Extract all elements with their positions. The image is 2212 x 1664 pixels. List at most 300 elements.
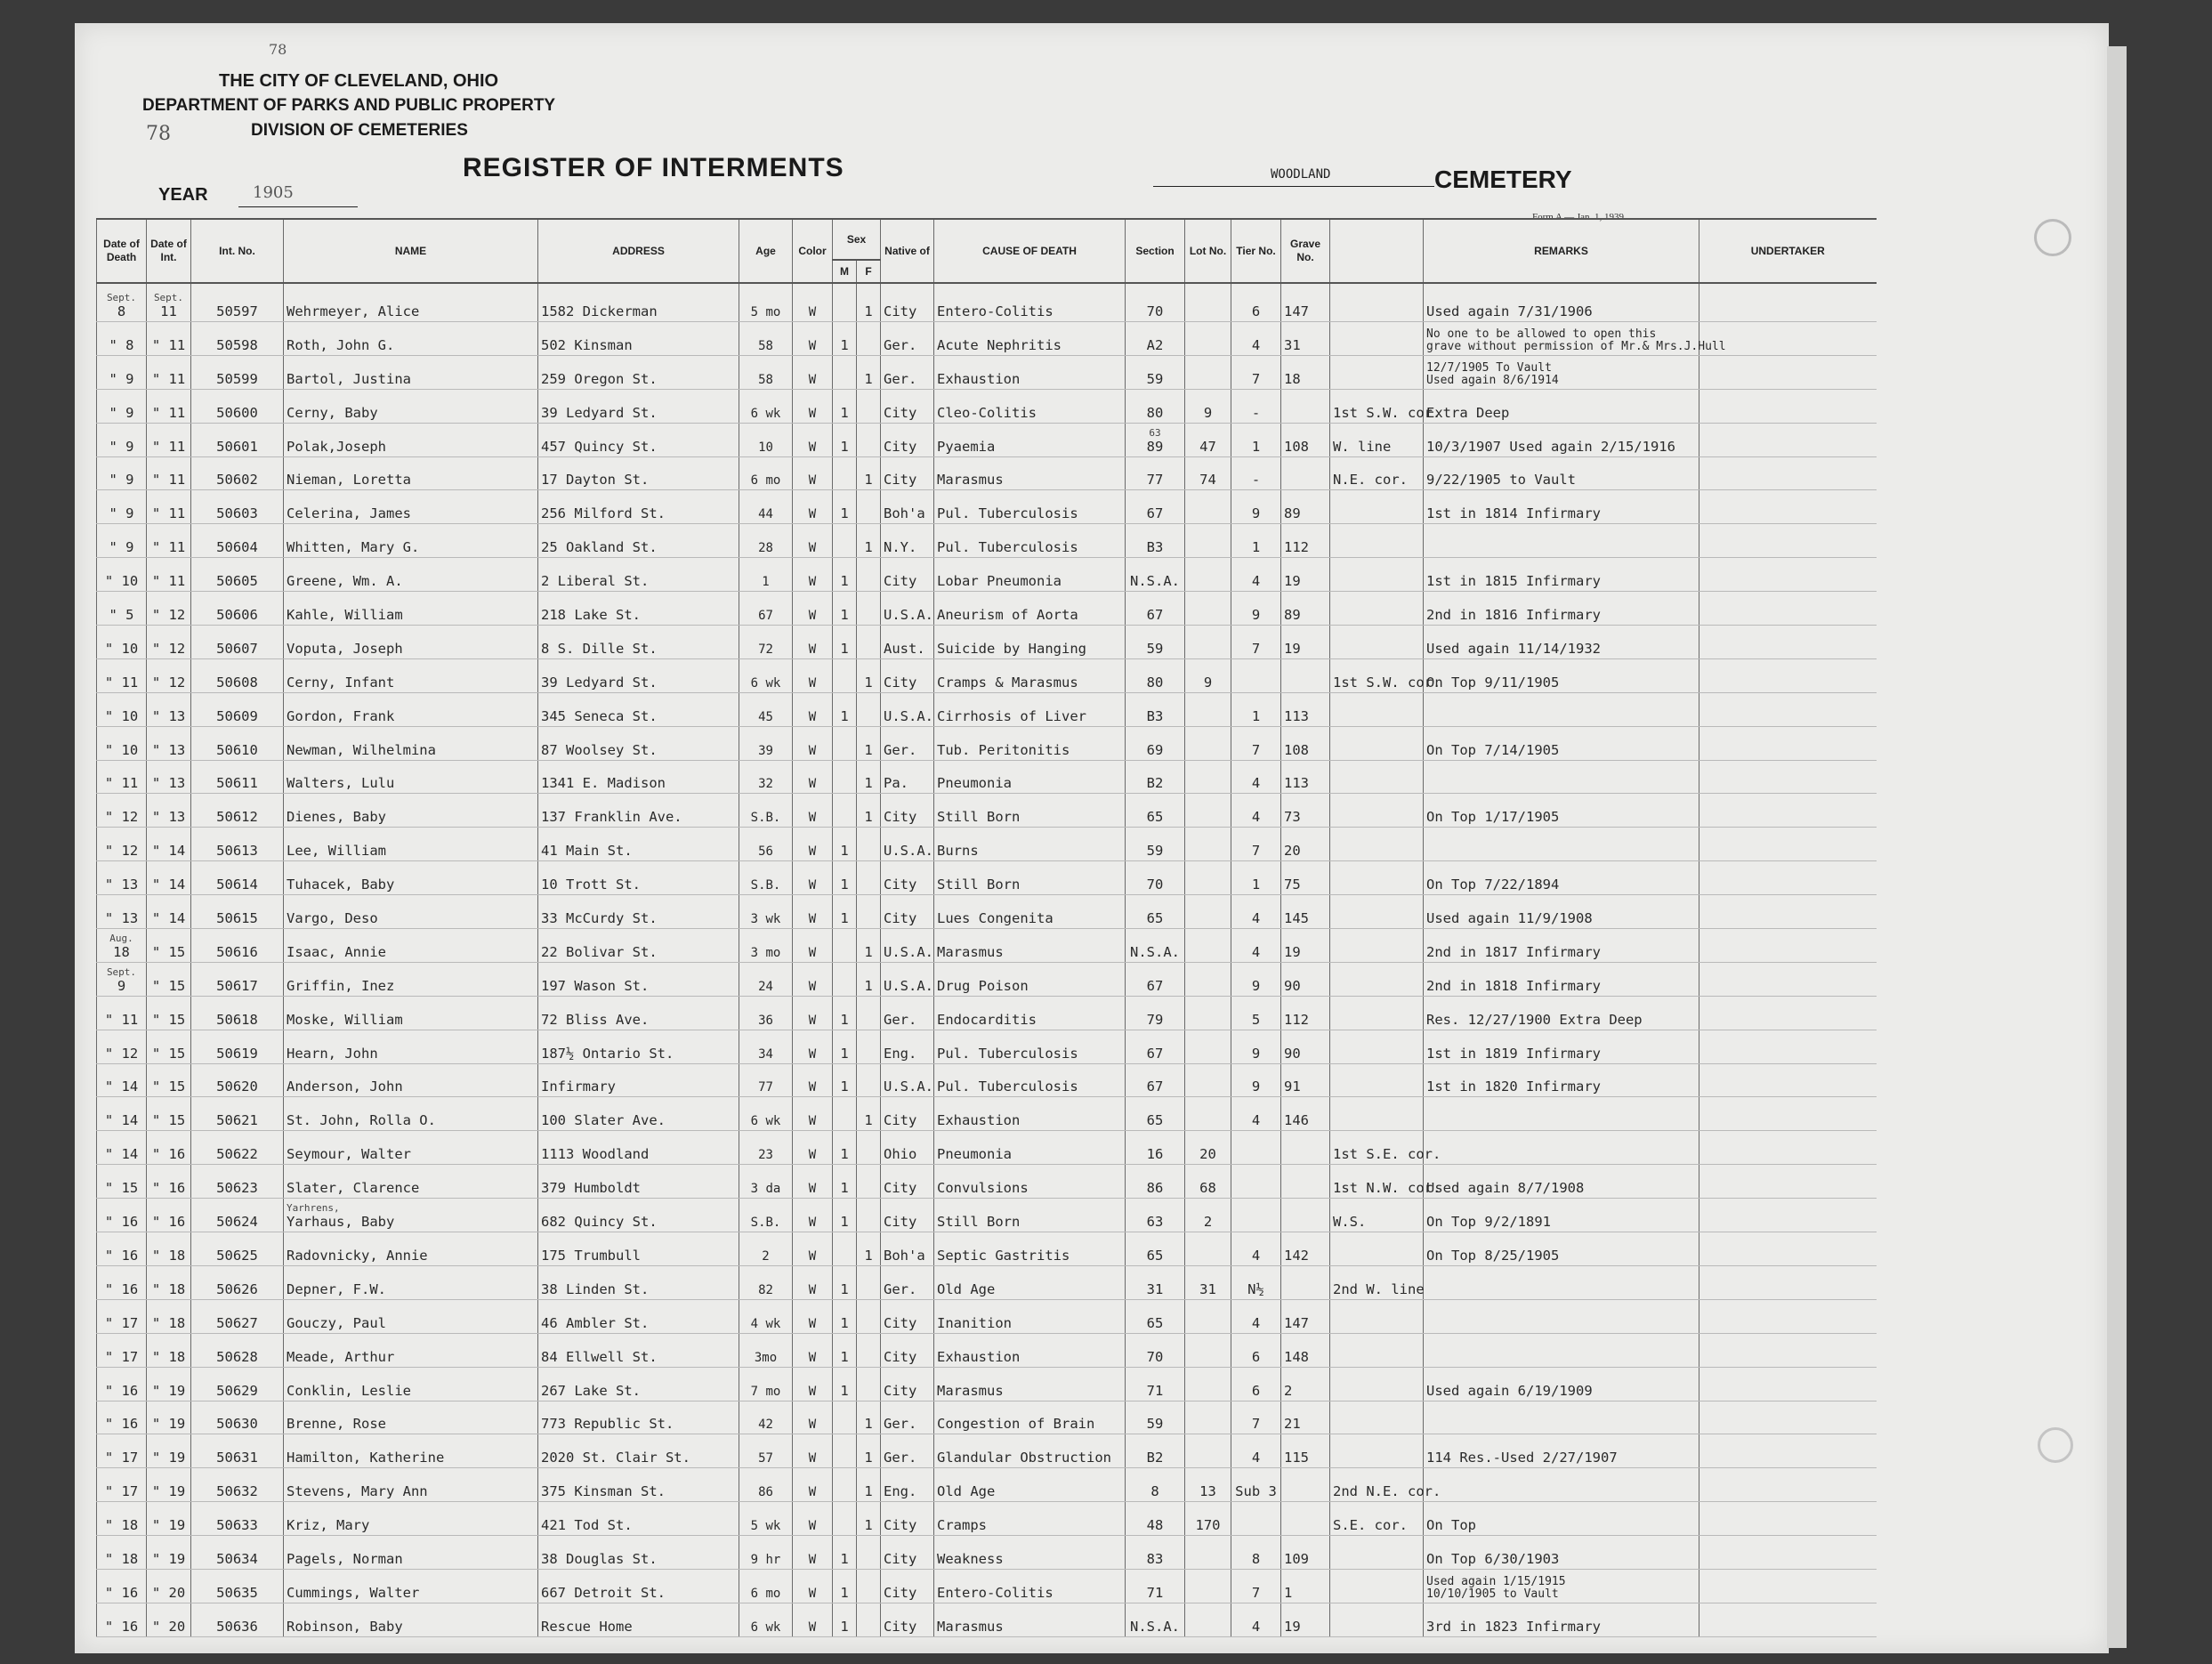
undertaker-cell	[1699, 1199, 1877, 1232]
location-cell	[1330, 1603, 1424, 1636]
col-undertaker: UNDERTAKER	[1699, 219, 1877, 283]
age-cell	[739, 1401, 793, 1434]
grave-cell	[1281, 996, 1330, 1030]
remarks-cell	[1424, 828, 1699, 861]
remarks-cell	[1424, 929, 1699, 963]
section-cell	[1126, 1401, 1185, 1434]
name-cell-value: Meade, Arthur	[287, 1348, 395, 1365]
lot-cell	[1185, 658, 1231, 692]
section-cell-value: 65	[1146, 910, 1164, 927]
color-cell-value: W	[808, 1148, 817, 1163]
name-cell	[284, 962, 538, 996]
cause-of-death-cell	[934, 760, 1126, 794]
cause-of-death-cell-value: Pul. Tuberculosis	[937, 1078, 1078, 1095]
age-cell	[739, 283, 793, 322]
date-of-death-cell-value: " 8	[109, 336, 134, 353]
native-of-cell-value: Ger.	[884, 1416, 917, 1433]
date-of-interment-cell-value: " 15	[151, 943, 186, 960]
date-of-interment-cell-value: " 13	[151, 707, 186, 724]
color-cell	[793, 1468, 833, 1502]
remarks-cell	[1424, 658, 1699, 692]
tier-cell	[1231, 1165, 1281, 1199]
age-cell	[739, 1333, 793, 1367]
address-cell	[538, 1030, 739, 1063]
native-of-cell	[881, 861, 934, 895]
address-cell	[538, 1232, 739, 1266]
native-of-cell	[881, 760, 934, 794]
col-location	[1330, 219, 1424, 283]
date-of-interment-cell	[147, 1097, 191, 1131]
interment-number-cell-value: 50634	[216, 1550, 258, 1567]
name-cell	[284, 1265, 538, 1299]
tier-cell-value: 7	[1251, 370, 1261, 387]
tier-cell-value: 7	[1251, 741, 1261, 758]
margin-note-left: 78	[146, 123, 171, 145]
remarks-cell	[1424, 322, 1726, 356]
color-cell	[793, 524, 833, 558]
age-cell-value: 24	[758, 979, 773, 994]
native-of-cell	[881, 1401, 934, 1434]
address-cell	[538, 592, 739, 626]
grave-cell-value: 142	[1284, 1247, 1310, 1264]
age-cell-value: 42	[758, 1418, 773, 1433]
native-of-cell-value: City	[884, 573, 917, 590]
native-of-cell	[881, 828, 934, 861]
section-cell-value: 67	[1146, 1078, 1164, 1095]
section-cell	[1126, 1299, 1185, 1333]
color-cell	[793, 1199, 833, 1232]
table-row	[97, 1299, 1877, 1333]
tier-cell	[1231, 726, 1281, 760]
section-cell	[1126, 996, 1185, 1030]
remarks-cell	[1424, 389, 1699, 423]
sex-m-cell	[833, 322, 857, 356]
tier-cell	[1231, 423, 1281, 456]
native-of-cell	[881, 692, 934, 726]
color-cell	[793, 423, 833, 456]
name-cell	[284, 1097, 538, 1131]
address-cell-value: Infirmary	[541, 1078, 616, 1095]
location-cell-value: S.E. cor.	[1333, 1517, 1409, 1534]
color-cell	[793, 1265, 833, 1299]
section-cell-value: 86	[1146, 1180, 1164, 1197]
cause-of-death-cell-value: Pul. Tuberculosis	[937, 539, 1078, 556]
color-cell	[793, 322, 833, 356]
address-cell-value: 197 Wason St.	[541, 977, 650, 994]
table-row	[97, 423, 1877, 456]
native-of-cell-value: City	[884, 1584, 917, 1601]
tier-cell	[1231, 1502, 1281, 1536]
interment-number-cell	[191, 962, 284, 996]
date-of-interment-cell	[147, 1536, 191, 1570]
lot-cell	[1185, 929, 1231, 963]
lot-cell	[1185, 692, 1231, 726]
color-cell-value: W	[808, 609, 817, 624]
lot-cell	[1185, 1299, 1231, 1333]
lot-cell	[1185, 423, 1231, 456]
address-cell-value: 8 S. Dille St.	[541, 640, 658, 657]
grave-cell	[1281, 283, 1330, 322]
remarks-cell-value: On Top 1/17/1905	[1426, 809, 1560, 826]
cause-of-death-cell-value: Exhaustion	[937, 1112, 1021, 1129]
undertaker-cell	[1699, 726, 1877, 760]
native-of-cell	[881, 1603, 934, 1636]
tier-cell-value: Sub 3	[1235, 1483, 1277, 1500]
date-of-death-cell	[97, 456, 147, 490]
tier-cell-value: 6	[1251, 303, 1261, 319]
interment-number-cell	[191, 626, 284, 659]
address-cell	[538, 726, 739, 760]
interment-number-cell-value: 50628	[216, 1348, 258, 1365]
cause-of-death-cell	[934, 626, 1126, 659]
age-cell	[739, 1265, 793, 1299]
address-cell-value: 421 Tod St.	[541, 1517, 633, 1534]
table-row	[97, 828, 1877, 861]
table-row	[97, 389, 1877, 423]
interment-number-cell	[191, 1030, 284, 1063]
sex-f-cell	[857, 322, 881, 356]
address-cell-value: 457 Quincy St.	[541, 438, 658, 455]
sex-f-cell	[857, 1333, 881, 1367]
native-of-cell-value: City	[884, 876, 917, 893]
interment-number-cell-value: 50622	[216, 1146, 258, 1163]
remarks-cell-value: Res. 12/27/1900 Extra Deep	[1426, 1011, 1643, 1028]
section-cell-value: 63	[1146, 1214, 1164, 1231]
age-cell	[739, 1299, 793, 1333]
lot-cell	[1185, 1232, 1231, 1266]
remarks-cell-value: 1st in 1819 Infirmary	[1426, 1045, 1601, 1062]
native-of-cell-value: Boh'a	[884, 1247, 925, 1264]
lot-cell	[1185, 1569, 1231, 1603]
grave-cell	[1281, 592, 1330, 626]
color-cell	[793, 1165, 833, 1199]
age-cell	[739, 389, 793, 423]
color-cell	[793, 828, 833, 861]
remarks-cell	[1424, 524, 1699, 558]
cause-of-death-cell	[934, 658, 1126, 692]
color-cell	[793, 692, 833, 726]
table-row	[97, 456, 1877, 490]
native-of-cell-value: Eng.	[884, 1483, 917, 1500]
table-row	[97, 658, 1877, 692]
cause-of-death-cell	[934, 1299, 1126, 1333]
date-of-interment-cell	[147, 283, 191, 322]
name-cell	[284, 895, 538, 929]
interment-number-cell-value: 50631	[216, 1450, 258, 1466]
tier-cell-value: 4	[1251, 943, 1261, 960]
remarks-cell	[1424, 1063, 1699, 1097]
sex-f-cell	[857, 1030, 881, 1063]
tier-cell	[1231, 1434, 1281, 1468]
date-of-interment-cell-value: " 14	[151, 843, 186, 860]
interment-number-cell-value: 50615	[216, 910, 258, 927]
cause-of-death-cell	[934, 794, 1126, 828]
native-of-cell-value: City	[884, 1348, 917, 1365]
table-row	[97, 1333, 1877, 1367]
remarks-cell	[1424, 490, 1699, 524]
name-cell-value: Walters, Lulu	[287, 775, 395, 792]
date-of-interment-cell-value: " 11	[151, 336, 186, 353]
date-of-interment-cell	[147, 1569, 191, 1603]
remarks-cell-value: Used again 8/7/1908	[1426, 1180, 1585, 1197]
age-cell	[739, 895, 793, 929]
name-cell	[284, 996, 538, 1030]
address-cell-value: 1582 Dickerman	[541, 303, 658, 319]
interment-number-cell-value: 50602	[216, 472, 258, 489]
date-of-death-cell	[97, 626, 147, 659]
address-cell-value: 84 Ellwell St.	[541, 1348, 658, 1365]
lot-cell	[1185, 490, 1231, 524]
undertaker-cell	[1699, 626, 1877, 659]
date-of-death-cell-value: " 16	[104, 1247, 139, 1264]
lot-cell-value: 2	[1203, 1214, 1213, 1231]
age-cell	[739, 1165, 793, 1199]
table-row	[97, 996, 1877, 1030]
sex-m-cell	[833, 1265, 857, 1299]
section-cell-value: N.S.A.	[1130, 573, 1181, 590]
date-of-death-cell	[97, 1468, 147, 1502]
date-of-death-cell-value: 18	[113, 943, 130, 960]
age-cell	[739, 962, 793, 996]
grave-cell-value: 109	[1284, 1550, 1310, 1567]
age-cell-value: 4 wk	[750, 1316, 781, 1331]
cause-of-death-cell	[934, 1502, 1126, 1536]
date-of-death-cell	[97, 524, 147, 558]
age-cell-value: 5 wk	[750, 1519, 781, 1534]
native-of-cell	[881, 1232, 934, 1266]
date-of-death-cell	[97, 828, 147, 861]
tier-cell-value: 4	[1251, 1314, 1261, 1331]
grave-cell-value: 19	[1284, 573, 1301, 590]
interment-number-cell-value: 50633	[216, 1517, 258, 1534]
sex-f-cell	[857, 1401, 881, 1434]
address-cell	[538, 895, 739, 929]
age-cell-value: 9 hr	[750, 1552, 781, 1567]
grave-cell	[1281, 389, 1330, 423]
undertaker-cell	[1699, 490, 1877, 524]
sex-m-cell-value: 1	[840, 573, 849, 590]
cause-of-death-cell-value: Burns	[937, 843, 979, 860]
date-of-death-cell-value: " 17	[104, 1483, 139, 1500]
age-cell	[739, 1367, 793, 1401]
lot-cell	[1185, 626, 1231, 659]
table-row	[97, 794, 1877, 828]
sex-m-cell	[833, 760, 857, 794]
sex-f-cell	[857, 1165, 881, 1199]
date-of-interment-cell-value: " 18	[151, 1280, 186, 1297]
col-tier: Tier No.	[1231, 219, 1281, 283]
interment-number-cell-value: 50630	[216, 1416, 258, 1433]
location-cell	[1330, 1131, 1441, 1165]
date-of-interment-cell-value: " 11	[151, 472, 186, 489]
table-row	[97, 1536, 1877, 1570]
grave-cell	[1281, 861, 1330, 895]
undertaker-cell	[1699, 558, 1877, 592]
tier-cell-value: 4	[1251, 809, 1261, 826]
native-of-cell	[881, 1131, 934, 1165]
date-of-interment-cell-value: " 16	[151, 1214, 186, 1231]
address-cell-value: 39 Ledyard St.	[541, 404, 658, 421]
native-of-cell	[881, 1569, 934, 1603]
address-cell-value: 72 Bliss Ave.	[541, 1011, 650, 1028]
grave-cell	[1281, 1434, 1330, 1468]
section-cell	[1126, 1434, 1185, 1468]
table-row	[97, 692, 1877, 726]
remarks-cell-value: On Top 9/2/1891	[1426, 1214, 1551, 1231]
color-cell	[793, 1232, 833, 1266]
native-of-cell-value: Ohio	[884, 1146, 917, 1163]
date-of-death-cell-annotation: Sept.	[106, 965, 137, 978]
sex-m-cell-value: 1	[840, 1011, 849, 1028]
interment-number-cell-value: 50611	[216, 775, 258, 792]
color-cell	[793, 760, 833, 794]
native-of-cell	[881, 1030, 934, 1063]
date-of-interment-cell	[147, 962, 191, 996]
date-of-death-cell	[97, 1569, 147, 1603]
interment-number-cell	[191, 456, 284, 490]
location-cell	[1330, 1030, 1424, 1063]
age-cell-value: 72	[758, 642, 773, 657]
date-of-interment-cell	[147, 1299, 191, 1333]
sex-f-cell	[857, 456, 881, 490]
location-cell	[1330, 962, 1424, 996]
section-cell	[1126, 322, 1185, 356]
section-cell-value: 65	[1146, 1314, 1164, 1331]
age-cell-value: 44	[758, 507, 773, 522]
lot-cell	[1185, 1063, 1231, 1097]
sex-f-cell-value: 1	[864, 1483, 873, 1500]
table-row	[97, 1502, 1877, 1536]
name-cell	[284, 1468, 538, 1502]
cause-of-death-cell-value: Glandular Obstruction	[937, 1450, 1111, 1466]
grave-cell-value: 108	[1284, 438, 1310, 455]
native-of-cell	[881, 355, 934, 389]
remarks-cell-value: Used again 8/6/1914	[1426, 373, 1559, 387]
date-of-death-cell	[97, 1063, 147, 1097]
sex-m-cell	[833, 1468, 857, 1502]
grave-cell-value: 91	[1284, 1078, 1301, 1095]
remarks-cell-value: 10/10/1905 to Vault	[1426, 1587, 1559, 1601]
name-cell-value: Anderson, John	[287, 1078, 403, 1095]
sex-f-cell-value: 1	[864, 1247, 873, 1264]
sex-m-cell	[833, 861, 857, 895]
lot-cell	[1185, 1536, 1231, 1570]
cause-of-death-cell	[934, 355, 1126, 389]
native-of-cell	[881, 962, 934, 996]
grave-cell	[1281, 1063, 1330, 1097]
name-cell	[284, 726, 538, 760]
remarks-cell-value: 10/3/1907 Used again 2/15/1916	[1426, 438, 1675, 455]
remarks-cell	[1424, 423, 1699, 456]
section-cell-value: 8	[1150, 1483, 1159, 1500]
address-cell	[538, 1299, 739, 1333]
grave-cell-value: 31	[1284, 336, 1301, 353]
cause-of-death-cell	[934, 1097, 1126, 1131]
lot-cell	[1185, 1165, 1231, 1199]
address-cell	[538, 355, 739, 389]
tier-cell-value: -	[1251, 472, 1261, 489]
color-cell-value: W	[808, 1046, 817, 1062]
interment-number-cell-value: 50629	[216, 1382, 258, 1399]
name-cell	[284, 1569, 538, 1603]
date-of-interment-cell	[147, 1468, 191, 1502]
date-of-interment-cell-value: " 19	[151, 1483, 186, 1500]
date-of-death-cell-value: " 12	[104, 1045, 139, 1062]
name-cell	[284, 1401, 538, 1434]
grave-cell	[1281, 929, 1330, 963]
address-cell-value: 38 Douglas St.	[541, 1550, 658, 1567]
age-cell-value: 56	[758, 844, 773, 860]
section-cell-value: 65	[1146, 1247, 1164, 1264]
native-of-cell	[881, 1502, 934, 1536]
table-row	[97, 626, 1877, 659]
cause-of-death-cell	[934, 1232, 1126, 1266]
name-cell	[284, 456, 538, 490]
date-of-interment-cell	[147, 658, 191, 692]
date-of-death-cell	[97, 1097, 147, 1131]
tier-cell	[1231, 1468, 1281, 1502]
cause-of-death-cell	[934, 1030, 1126, 1063]
color-cell	[793, 592, 833, 626]
name-cell	[284, 558, 538, 592]
section-cell-value: 65	[1146, 809, 1164, 826]
tier-cell	[1231, 861, 1281, 895]
year-label: YEAR	[158, 185, 208, 205]
sex-m-cell	[833, 1165, 857, 1199]
undertaker-cell	[1699, 1536, 1877, 1570]
age-cell-value: 77	[758, 1080, 773, 1095]
sex-f-cell	[857, 1097, 881, 1131]
grave-cell	[1281, 1603, 1330, 1636]
sex-f-cell	[857, 828, 881, 861]
page-edge	[2107, 46, 2127, 1648]
address-cell-value: 10 Trott St.	[541, 876, 641, 893]
sex-m-cell	[833, 558, 857, 592]
color-cell	[793, 1131, 833, 1165]
native-of-cell-value: Eng.	[884, 1045, 917, 1062]
color-cell-value: W	[808, 878, 817, 893]
date-of-interment-cell	[147, 1367, 191, 1401]
date-of-interment-cell-value: " 19	[151, 1450, 186, 1466]
sex-m-cell	[833, 1299, 857, 1333]
sex-f-cell	[857, 1502, 881, 1536]
color-cell-value: W	[808, 1350, 817, 1365]
grave-cell	[1281, 962, 1330, 996]
native-of-cell	[881, 1536, 934, 1570]
native-of-cell-value: Aust.	[884, 640, 925, 657]
remarks-cell	[1424, 1333, 1699, 1367]
lot-cell	[1185, 524, 1231, 558]
table-row	[97, 558, 1877, 592]
remarks-cell	[1424, 1232, 1699, 1266]
sex-m-cell	[833, 592, 857, 626]
location-cell	[1330, 558, 1424, 592]
date-of-interment-cell-value: " 12	[151, 640, 186, 657]
cause-of-death-cell	[934, 1199, 1126, 1232]
cause-of-death-cell-value: Pyaemia	[937, 438, 996, 455]
sex-m-cell	[833, 1536, 857, 1570]
section-cell	[1126, 283, 1185, 322]
address-cell	[538, 1536, 739, 1570]
table-row	[97, 1401, 1877, 1434]
date-of-death-cell-value: " 16	[104, 1584, 139, 1601]
location-cell	[1330, 794, 1424, 828]
date-of-interment-cell-value: " 11	[151, 539, 186, 556]
cause-of-death-cell-value: Still Born	[937, 876, 1021, 893]
age-cell-value: 45	[758, 709, 773, 724]
age-cell-value: 23	[758, 1148, 773, 1163]
grave-cell	[1281, 1502, 1330, 1536]
